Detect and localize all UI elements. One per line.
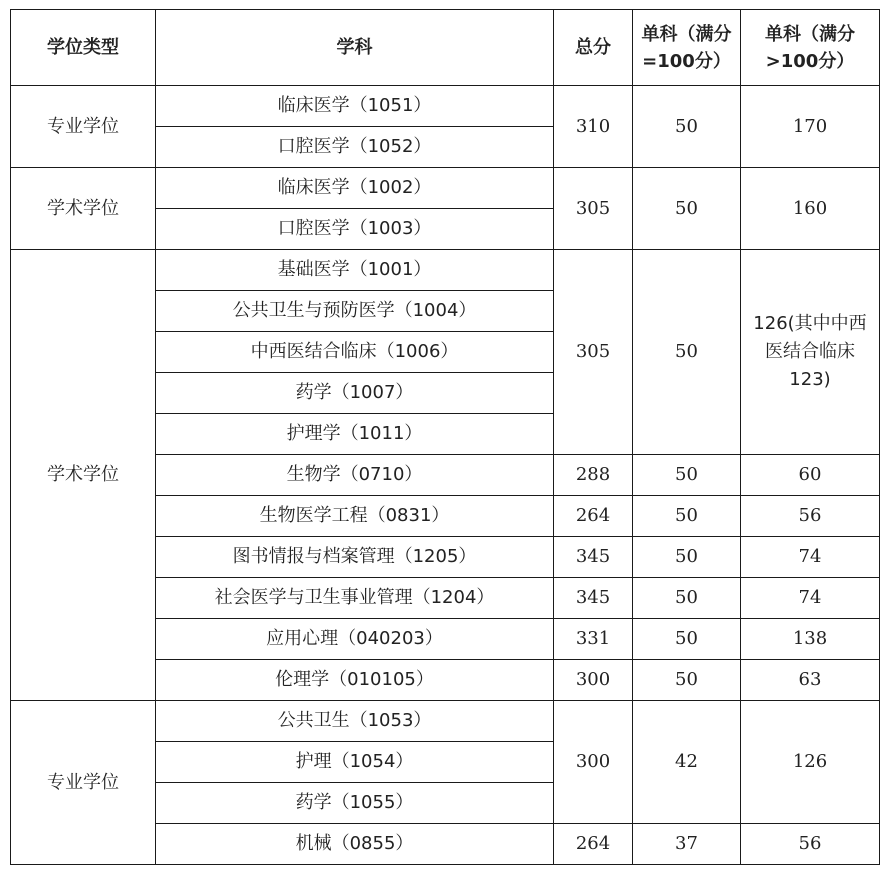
subject-cell: 护理学（1011）: [156, 414, 554, 455]
single-over100-cell: 74: [741, 578, 880, 619]
total-cell: 264: [554, 496, 633, 537]
single-over100-cell: 160: [741, 168, 880, 250]
single-100-cell: 42: [633, 701, 741, 824]
subject-cell: 机械（0855）: [156, 824, 554, 865]
subject-cell: 公共卫生与预防医学（1004）: [156, 291, 554, 332]
total-cell: 300: [554, 701, 633, 824]
header-subject: 学科: [156, 10, 554, 86]
subject-cell: 口腔医学（1052）: [156, 127, 554, 168]
single-100-cell: 50: [633, 455, 741, 496]
header-single-100: 单科（满分=100分）: [633, 10, 741, 86]
total-cell: 305: [554, 250, 633, 455]
single-over100-cell: 126(其中中西医结合临床123): [741, 250, 880, 455]
total-cell: 345: [554, 578, 633, 619]
single-over100-cell: 63: [741, 660, 880, 701]
subject-cell: 护理（1054）: [156, 742, 554, 783]
header-total: 总分: [554, 10, 633, 86]
single-100-cell: 37: [633, 824, 741, 865]
subject-cell: 社会医学与卫生事业管理（1204）: [156, 578, 554, 619]
single-100-cell: 50: [633, 86, 741, 168]
subject-cell: 生物医学工程（0831）: [156, 496, 554, 537]
score-table: [10, 9, 880, 865]
total-cell: 300: [554, 660, 633, 701]
degree-type-cell: 学术学位: [11, 168, 156, 250]
single-100-cell: 50: [633, 537, 741, 578]
degree-type-cell: 学术学位: [11, 250, 156, 701]
header-row: [11, 10, 880, 86]
single-100-cell: 50: [633, 619, 741, 660]
total-cell: 288: [554, 455, 633, 496]
subject-cell: 图书情报与档案管理（1205）: [156, 537, 554, 578]
single-over100-cell: 138: [741, 619, 880, 660]
total-cell: 331: [554, 619, 633, 660]
degree-type-cell: 专业学位: [11, 701, 156, 865]
single-over100-cell: 60: [741, 455, 880, 496]
header-single-over100: 单科（满分>100分）: [741, 10, 880, 86]
table-row: [11, 701, 880, 742]
subject-cell: 中西医结合临床（1006）: [156, 332, 554, 373]
header-degree-type: 学位类型: [11, 10, 156, 86]
single-over100-cell: 126: [741, 701, 880, 824]
single-100-cell: 50: [633, 250, 741, 455]
subject-cell: 临床医学（1051）: [156, 86, 554, 127]
table-row: [11, 250, 880, 291]
subject-cell: 基础医学（1001）: [156, 250, 554, 291]
subject-cell: 生物学（0710）: [156, 455, 554, 496]
single-100-cell: 50: [633, 496, 741, 537]
single-over100-cell: 170: [741, 86, 880, 168]
single-100-cell: 50: [633, 168, 741, 250]
total-cell: 264: [554, 824, 633, 865]
table-row: [11, 86, 880, 127]
subject-cell: 药学（1055）: [156, 783, 554, 824]
total-cell: 305: [554, 168, 633, 250]
total-cell: 345: [554, 537, 633, 578]
degree-type-cell: 专业学位: [11, 86, 156, 168]
single-100-cell: 50: [633, 578, 741, 619]
subject-cell: 公共卫生（1053）: [156, 701, 554, 742]
subject-cell: 口腔医学（1003）: [156, 209, 554, 250]
subject-cell: 药学（1007）: [156, 373, 554, 414]
single-over100-cell: 56: [741, 824, 880, 865]
total-cell: 310: [554, 86, 633, 168]
single-over100-cell: 74: [741, 537, 880, 578]
subject-cell: 临床医学（1002）: [156, 168, 554, 209]
subject-cell: 伦理学（010105）: [156, 660, 554, 701]
single-100-cell: 50: [633, 660, 741, 701]
subject-cell: 应用心理（040203）: [156, 619, 554, 660]
single-over100-cell: 56: [741, 496, 880, 537]
table-row: [11, 168, 880, 209]
